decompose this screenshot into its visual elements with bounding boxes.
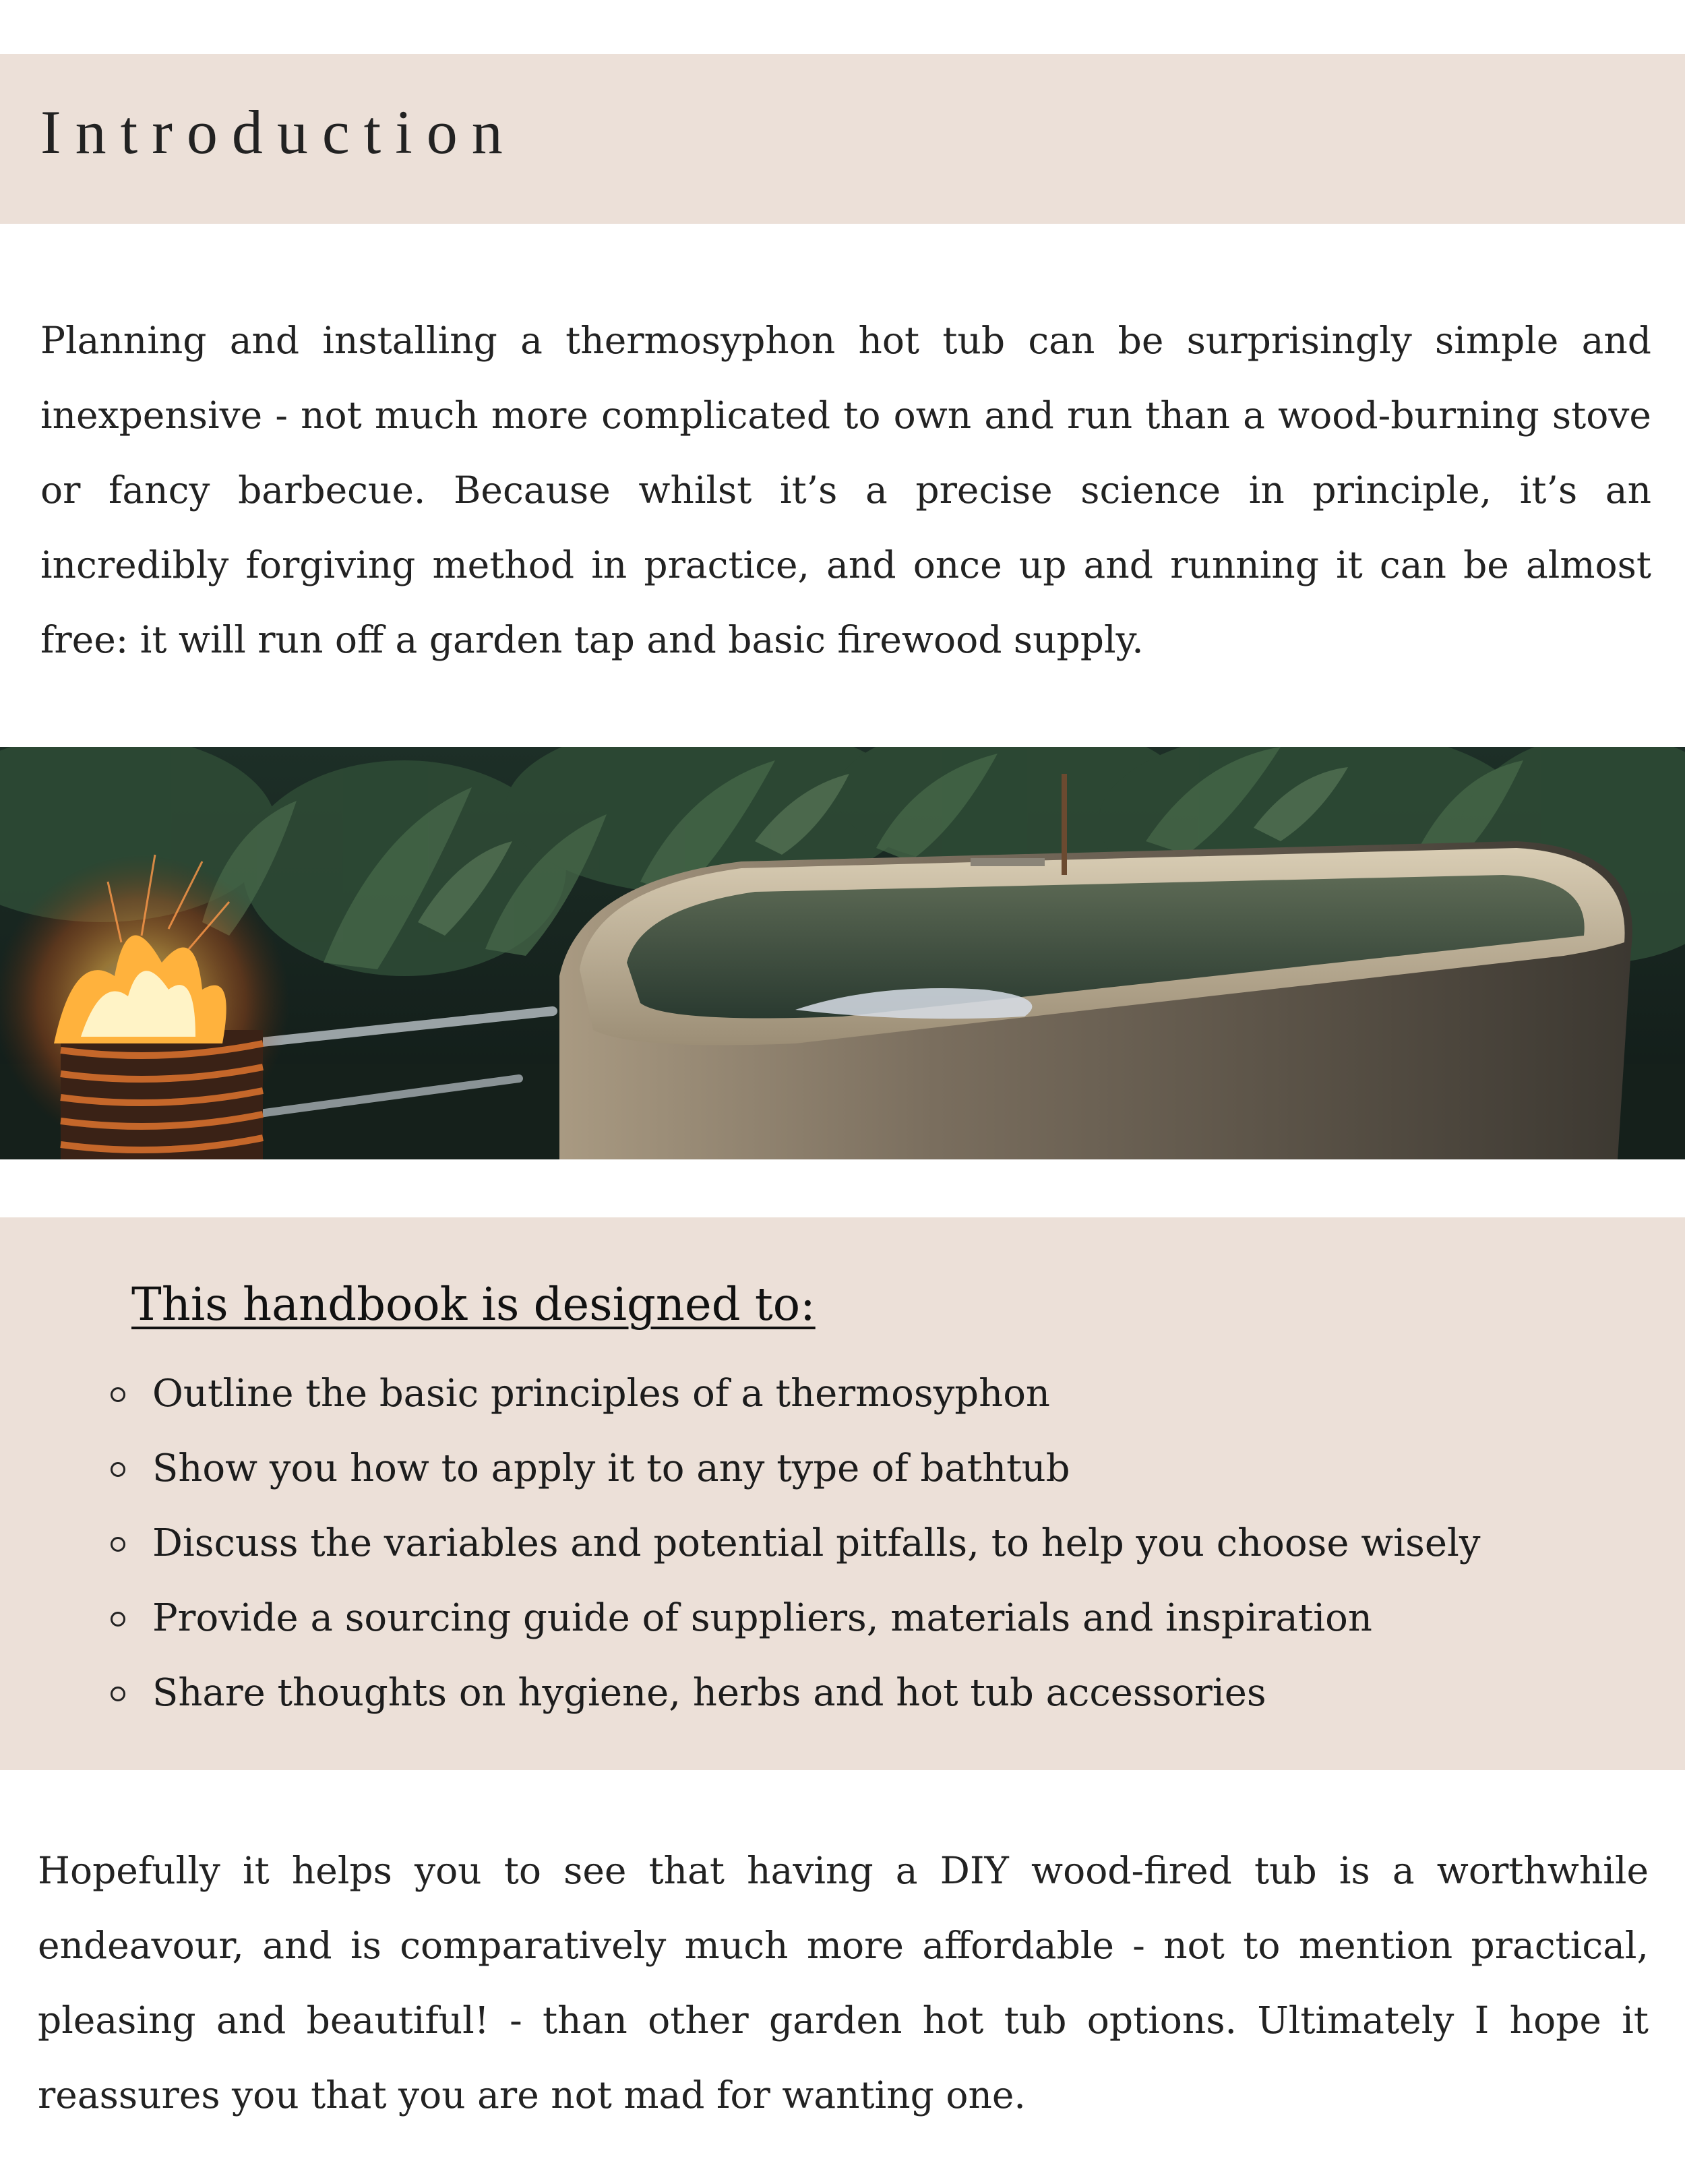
list-item — [108, 1431, 1481, 1506]
list-item-text: Show you how to apply it to any type of bathtub — [152, 1447, 1070, 1490]
hot-tub-photo — [0, 747, 1685, 1159]
hollow-circle-bullet-icon — [111, 1612, 125, 1627]
list-item — [108, 1506, 1481, 1581]
list-item-text: Provide a sourcing guide of suppliers, materials and inspiration — [152, 1596, 1372, 1640]
list-item — [108, 1656, 1481, 1730]
hollow-circle-bullet-icon — [111, 1462, 125, 1477]
page-title: Introduction — [40, 98, 517, 166]
hollow-circle-bullet-icon — [111, 1687, 125, 1701]
handbook-heading: This handbook is designed to: — [131, 1278, 816, 1331]
list-item-text: Share thoughts on hygiene, herbs and hot tub accessories — [152, 1671, 1266, 1715]
intro-paragraph: Planning and installing a thermosyphon hot tub can be surprisingly simple and inexpensive - not much more complicated to own and run than a wood-burning stove or fancy barbecue. Because whilst it’s a precise science in principle, it’s an incredibly forgiving method in practice, and once up and running it can be almost free: it will run off a garden tap and basic firewood supply. — [40, 319, 1651, 661]
list-item — [108, 1356, 1481, 1431]
hollow-circle-bullet-icon — [111, 1387, 125, 1402]
hollow-circle-bullet-icon — [111, 1537, 125, 1552]
closing-paragraph: Hopefully it helps you to see that having a DIY wood-fired tub is a worthwhile endeavour, and is comparatively much more affordable - not to mention practical, pleasing and beautiful! - than other garden hot tub options. Ultimately I hope it reassures you that you are not mad for wanting one. — [38, 1849, 1649, 2117]
handbook-purpose-list — [108, 1356, 1481, 1730]
list-item-text: Outline the basic principles of a thermosyphon — [152, 1372, 1050, 1416]
list-item — [108, 1581, 1481, 1656]
list-item-text: Discuss the variables and potential pitfalls, to help you choose wisely — [152, 1521, 1481, 1565]
